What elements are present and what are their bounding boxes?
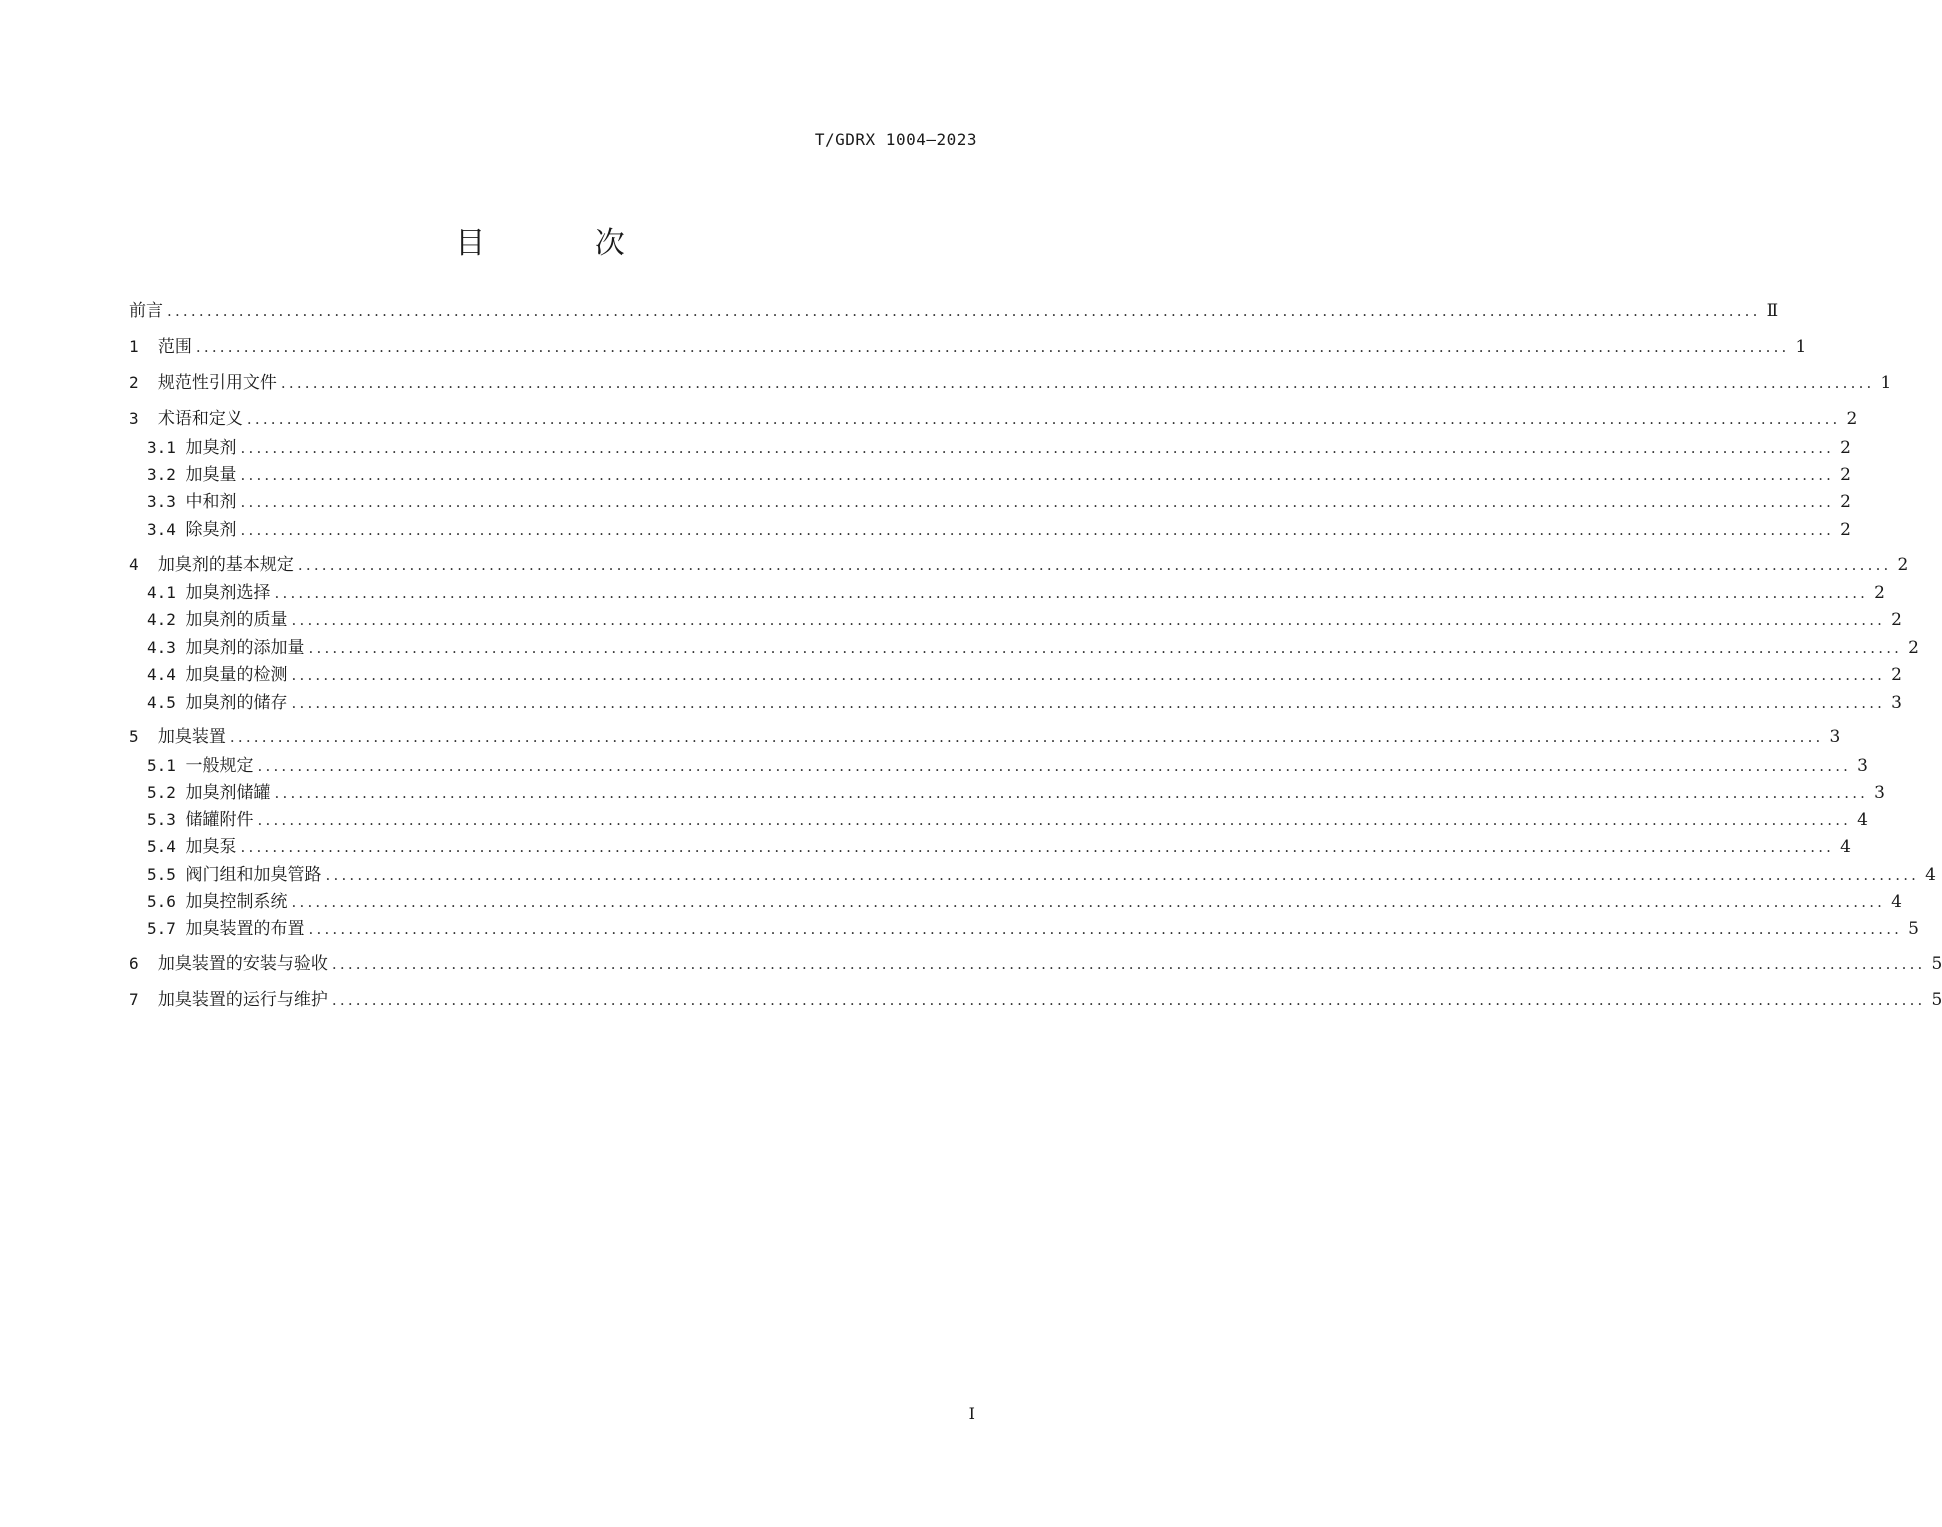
toc-dot-leader: ........................................................................................................................................................................................................ <box>257 811 1852 829</box>
toc-entry-title: 加臭剂的质量 <box>185 610 288 630</box>
toc-entry-page: 4 <box>1840 837 1851 857</box>
toc-entry-number: 3.2 <box>147 465 186 484</box>
toc-entry[interactable] <box>147 782 1885 804</box>
toc-entry[interactable] <box>147 664 1902 686</box>
toc-entry-title: 一般规定 <box>185 756 254 776</box>
toc-dot-leader: ........................................................................................................................................................................................................ <box>240 493 1835 511</box>
toc-entry-title: 加臭剂的储存 <box>185 693 288 713</box>
toc-dot-leader: ........................................................................................................................................................................................................ <box>291 666 1886 684</box>
toc-entry-number: 4.3 <box>147 638 186 657</box>
toc-entry[interactable] <box>129 300 1779 322</box>
toc-entry-number: 5.4 <box>147 837 186 856</box>
toc-dot-leader: ........................................................................................................................................................................................................ <box>297 556 1892 574</box>
toc-entry-number: 4 <box>129 555 158 574</box>
toc-entry-title: 加臭装置的安装与验收 <box>157 954 328 974</box>
toc-entry-number: 5.7 <box>147 919 186 938</box>
toc-entry-number: 4.2 <box>147 610 186 629</box>
toc-entry[interactable] <box>147 755 1868 777</box>
toc-dot-leader: ........................................................................................................................................................................................................ <box>291 611 1886 629</box>
toc-entry-number: 3.1 <box>147 438 186 457</box>
toc-entry-page: 4 <box>1891 892 1902 912</box>
toc-dot-leader: ........................................................................................................................................................................................................ <box>308 920 1903 938</box>
toc-dot-leader: ........................................................................................................................................................................................................ <box>274 584 1869 602</box>
toc-entry-title: 加臭剂的基本规定 <box>157 555 294 575</box>
toc-entry-page: Ⅱ <box>1766 301 1779 321</box>
toc-dot-leader: ........................................................................................................................................................................................................ <box>331 955 1926 973</box>
toc-entry[interactable] <box>147 491 1851 513</box>
toc-entry-number: 3.3 <box>147 492 186 511</box>
toc-entry-title: 加臭装置的布置 <box>185 919 305 939</box>
toc-entry-page: 2 <box>1840 438 1851 458</box>
toc-entry[interactable] <box>147 864 1936 886</box>
toc-entry-number: 6 <box>129 954 158 973</box>
page-title: 目 次 <box>455 226 675 261</box>
toc-entry-title: 加臭剂选择 <box>185 583 271 603</box>
toc-entry-page: 2 <box>1908 638 1919 658</box>
standard-code: T/GDRX 1004—2023 <box>814 130 977 149</box>
toc-entry[interactable] <box>147 637 1919 659</box>
toc-entry-title: 加臭剂储罐 <box>185 783 271 803</box>
toc-entry[interactable] <box>147 918 1919 940</box>
toc-entry-page: 2 <box>1874 583 1885 603</box>
toc-entry-number: 5.1 <box>147 756 186 775</box>
toc-entry-page: 5 <box>1931 954 1942 974</box>
toc-dot-leader: ........................................................................................................................................................................................................ <box>308 639 1903 657</box>
toc-entry-page: 2 <box>1897 555 1909 575</box>
toc-entry-title: 中和剂 <box>185 492 237 512</box>
toc-entry[interactable] <box>129 726 1841 748</box>
toc-dot-leader: ........................................................................................................................................................................................................ <box>167 302 1761 320</box>
toc-entry-page: 2 <box>1840 520 1851 540</box>
toc-entry-number: 7 <box>129 990 158 1009</box>
toc-entry-title: 前言 <box>129 301 163 321</box>
toc-entry-title: 加臭控制系统 <box>185 892 288 912</box>
toc-dot-leader: ........................................................................................................................................................................................................ <box>257 757 1852 775</box>
toc-entry-page: 2 <box>1846 409 1858 429</box>
toc-entry-number: 5 <box>129 727 158 746</box>
toc-entry-page: 3 <box>1857 756 1868 776</box>
toc-entry-title: 范围 <box>157 337 192 357</box>
toc-entry-title: 加臭装置 <box>157 727 226 747</box>
toc-entry-title: 阀门组和加臭管路 <box>185 865 322 885</box>
toc-entry-title: 加臭量 <box>185 465 237 485</box>
toc-entry-page: 4 <box>1925 865 1936 885</box>
toc-dot-leader: ........................................................................................................................................................................................................ <box>331 991 1926 1009</box>
toc-entry-page: 3 <box>1829 727 1841 747</box>
toc-entry[interactable] <box>147 692 1902 714</box>
toc-entry-number: 5.5 <box>147 865 186 884</box>
toc-dot-leader: ........................................................................................................................................................................................................ <box>246 410 1841 428</box>
toc-entry-number: 4.1 <box>147 583 186 602</box>
toc-entry-page: 2 <box>1891 665 1902 685</box>
toc-entry-page: 5 <box>1931 990 1942 1010</box>
toc-entry-page: 5 <box>1908 919 1919 939</box>
toc-dot-leader: ........................................................................................................................................................................................................ <box>325 866 1920 884</box>
toc-entry-page: 3 <box>1891 693 1902 713</box>
toc-entry[interactable] <box>129 953 1942 975</box>
toc-entry[interactable] <box>147 519 1851 541</box>
toc-entry-page: 2 <box>1891 610 1902 630</box>
toc-entry-page: 2 <box>1840 492 1851 512</box>
toc-entry-title: 加臭量的检测 <box>185 665 288 685</box>
toc-entry[interactable] <box>147 836 1851 858</box>
toc-entry[interactable] <box>147 582 1885 604</box>
toc-entry-number: 4.5 <box>147 693 186 712</box>
toc-entry-number: 5.6 <box>147 892 186 911</box>
toc-dot-leader: ........................................................................................................................................................................................................ <box>291 694 1886 712</box>
toc-entry-page: 4 <box>1857 810 1868 830</box>
toc-entry-number: 3.4 <box>147 520 186 539</box>
toc-entry[interactable] <box>129 336 1807 358</box>
toc-entry-number: 1 <box>129 337 158 356</box>
toc-dot-leader: ........................................................................................................................................................................................................ <box>240 521 1835 539</box>
toc-entry-number: 3 <box>129 409 158 428</box>
toc-entry-number: 5.2 <box>147 783 186 802</box>
toc-dot-leader: ........................................................................................................................................................................................................ <box>195 338 1790 356</box>
toc-entry-page: 1 <box>1880 373 1892 393</box>
toc-entry-title: 加臭剂的添加量 <box>185 638 305 658</box>
toc-entry[interactable] <box>147 464 1851 486</box>
toc-entry[interactable] <box>129 372 1892 394</box>
toc-entry[interactable] <box>147 891 1902 913</box>
page-number: I <box>968 1404 975 1423</box>
toc-entry-title: 除臭剂 <box>185 520 237 540</box>
toc-entry-number: 5.3 <box>147 810 186 829</box>
toc-entry-number: 4.4 <box>147 665 186 684</box>
toc-entry[interactable] <box>147 437 1851 459</box>
toc-entry-title: 加臭泵 <box>185 837 237 857</box>
toc-entry[interactable] <box>129 989 1942 1011</box>
toc-entry-page: 3 <box>1874 783 1885 803</box>
toc-dot-leader: ........................................................................................................................................................................................................ <box>291 893 1886 911</box>
toc-entry-title: 加臭剂 <box>185 438 237 458</box>
toc-dot-leader: ........................................................................................................................................................................................................ <box>240 439 1835 457</box>
toc-entry-title: 储罐附件 <box>185 810 254 830</box>
toc-entry-number: 2 <box>129 373 158 392</box>
toc-entry-page: 1 <box>1795 337 1807 357</box>
toc-dot-leader: ........................................................................................................................................................................................................ <box>229 728 1824 746</box>
toc-entry-page: 2 <box>1840 465 1851 485</box>
toc-entry-title: 加臭装置的运行与维护 <box>157 990 328 1010</box>
toc-dot-leader: ........................................................................................................................................................................................................ <box>274 784 1869 802</box>
toc-entry[interactable] <box>129 408 1858 430</box>
toc-dot-leader: ........................................................................................................................................................................................................ <box>240 838 1835 856</box>
toc-dot-leader: ........................................................................................................................................................................................................ <box>280 374 1875 392</box>
toc-dot-leader: ........................................................................................................................................................................................................ <box>240 466 1835 484</box>
toc-entry[interactable] <box>147 609 1902 631</box>
toc-entry[interactable] <box>147 809 1868 831</box>
toc-entry-title: 规范性引用文件 <box>157 373 277 393</box>
toc-entry[interactable] <box>129 554 1909 576</box>
toc-entry-title: 术语和定义 <box>157 409 243 429</box>
